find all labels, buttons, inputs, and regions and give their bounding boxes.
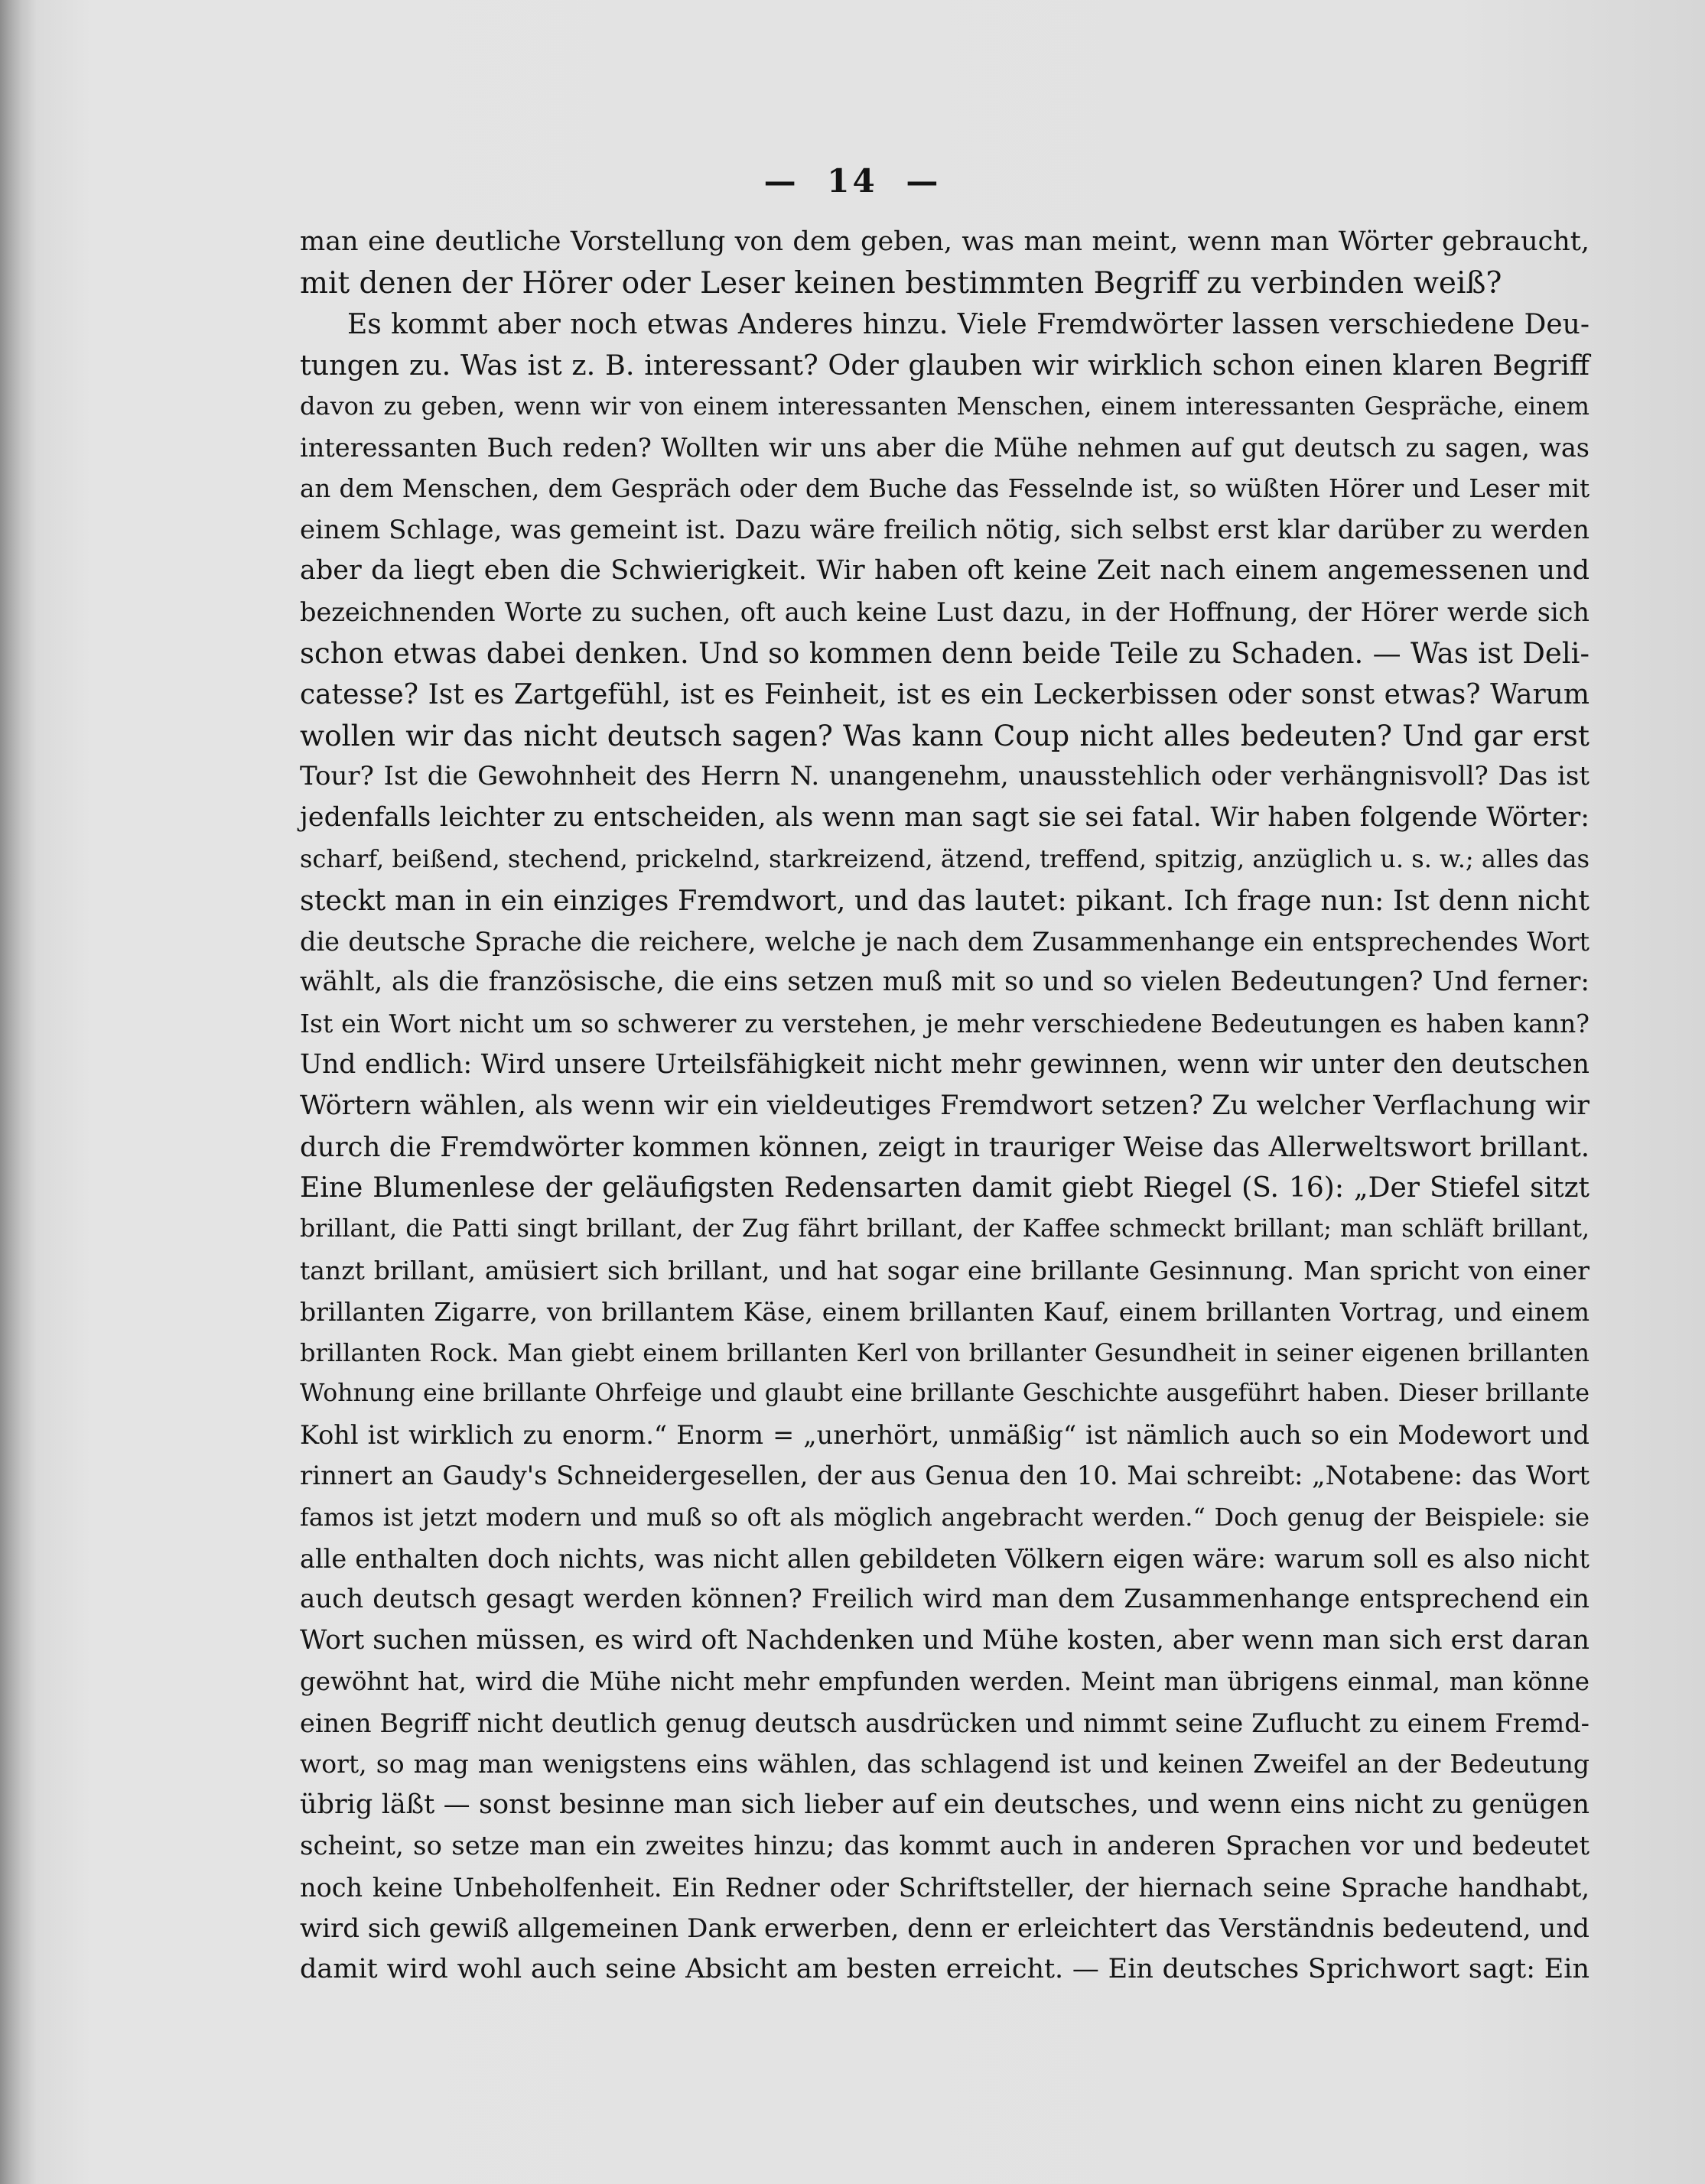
text-line: an dem Menschen, dem Gespräch oder dem Buche das Fesselnde ist, so wüßten Hörer und Leser mit [300,473,1589,503]
text-line: tungen zu. Was ist z. B. interessant? Oder glauben wir wirklich schon einen klaren Begriff [300,349,1589,382]
text-line: rinnert an Gaudy's Schneidergesellen, der aus Genua den 10. Mai schreibt: „Notabene: das Wort [300,1460,1589,1491]
text-line: wort, so mag man wenigstens eins wählen, das schlagend ist und keinen Zweifel an der Bedeutung [300,1749,1589,1779]
binding-shadow [0,0,37,2184]
text-line: Eine Blumenlese der geläufigsten Redensarten damit giebt Riegel (S. 16): „Der Stiefel sitzt [300,1172,1589,1204]
body-text [300,222,1589,1991]
text-line: Tour? Ist die Gewohnheit des Herrn N. unangenehm, unausstehlich oder verhängnisvoll? Das ist [300,761,1589,792]
text-line: Ist ein Wort nicht um so schwerer zu verstehen, je mehr verschiedene Bedeutungen es haben kann? [300,1009,1589,1039]
text-line: Und endlich: Wird unsere Urteilsfähigkeit nicht mehr gewinnen, wenn wir unter den deutschen [300,1048,1589,1080]
text-line: auch deutsch gesagt werden können? Freilich wird man dem Zusammenhange entsprechend ein [300,1584,1589,1615]
text-line: schon etwas dabei denken. Und so kommen denn beide Teile zu Schaden. — Was ist Deli- [300,636,1589,670]
text-line: bezeichnenden Worte zu suchen, oft auch keine Lust dazu, in der Hoffnung, der Hörer werde sich [300,597,1589,628]
text-line: Wohnung eine brillante Ohrfeige und glaubt eine brillante Geschichte ausgeführt haben. Dieser brillante [300,1380,1589,1408]
text-line: Es kommt aber noch etwas Anderes hinzu. Viele Fremdwörter lassen verschiedene Deu- [347,308,1589,340]
text-line: einem Schlage, was gemeint ist. Dazu wäre freilich nötig, sich selbst erst klar darüber zu werden [300,514,1589,545]
text-line: steckt man in ein einziges Fremdwort, und das lautet: pikant. Ich frage nun: Ist denn nicht [300,883,1589,917]
text-line: davon zu geben, wenn wir von einem interessanten Menschen, einem interessanten Gespräche, einem [300,392,1589,421]
text-line: Kohl ist wirklich zu enorm.“ Enorm = „unerhört, unmäßig“ ist nämlich auch so ein Modewort und [300,1420,1589,1451]
text-line: gewöhnt hat, wird die Mühe nicht mehr empfunden werden. Meint man übrigens einmal, man könne [300,1666,1589,1696]
text-line: brillanten Rock. Man giebt einem brillanten Kerl von brillanter Gesundheit in seiner eigenen brillanten [300,1337,1589,1367]
page-number: — 14 — [763,162,942,200]
text-line: wollen wir das nicht deutsch sagen? Was kann Coup nicht alles bedeuten? Und gar erst [300,718,1589,752]
text-line: scheint, so setze man ein zweites hinzu; das kommt auch in anderen Sprachen vor und bedeutet [300,1831,1589,1862]
text-line: Wort suchen müssen, es wird oft Nachdenken und Mühe kosten, aber wenn man sich erst daran [300,1625,1589,1656]
text-line: scharf, beißend, stechend, prickelnd, starkreizend, ätzend, treffend, spitzig, anzüglich u. s. w.; alles das [300,843,1589,873]
text-line: wird sich gewiß allgemeinen Dank erwerben, denn er erleichtert das Verständnis bedeutend, und [300,1913,1590,1944]
text-line: übrig läßt — sonst besinne man sich lieber auf ein deutsches, und wenn eins nicht zu genügen [300,1789,1589,1821]
text-line: Wörtern wählen, als wenn wir ein vieldeutiges Fremdwort setzen? Zu welcher Verflachung wir [300,1090,1589,1121]
text-line: wählt, als die französische, die eins setzen muß mit so und so vielen Bedeutungen? Und ferner: [300,967,1589,998]
text-line: die deutsche Sprache die reichere, welche je nach dem Zusammenhange ein entsprechendes Wort [300,926,1589,957]
text-line: mit denen der Hörer oder Leser keinen bestimmten Begriff zu verbinden weiß? [300,265,1502,301]
text-line: interessanten Buch reden? Wollten wir uns aber die Mühe nehmen auf gut deutsch zu sagen, was [300,432,1589,463]
text-line: noch keine Unbeholfenheit. Ein Redner oder Schriftsteller, der hiernach seine Sprache handhabt, [300,1872,1589,1903]
text-line: damit wird wohl auch seine Absicht am besten erreicht. — Ein deutsches Sprichwort sagt: Ein [300,1954,1589,1985]
text-line: durch die Fremdwörter kommen können, zeigt in trauriger Weise das Allerweltswort brillant. [300,1131,1589,1163]
text-line: aber da liegt eben die Schwierigkeit. Wir haben oft keine Zeit nach einem angemessenen und [300,555,1589,587]
text-line: catesse? Ist es Zartgefühl, ist es Feinheit, ist es ein Leckerbissen oder sonst etwas? Warum [300,678,1589,710]
text-line: einen Begriff nicht deutlich genug deutsch ausdrücken und nimmt seine Zuflucht zu einem Fremd- [300,1708,1589,1738]
text-line: tanzt brillant, amüsiert sich brillant, und hat sogar eine brillante Gesinnung. Man spricht von einer [300,1255,1589,1285]
text-line: man eine deutliche Vorstellung von dem geben, was man meint, wenn man Wörter gebraucht, [300,226,1589,257]
text-line: alle enthalten doch nichts, was nicht allen gebildeten Völkern eigen wäre: warum soll es also nicht [300,1543,1589,1574]
text-line: jedenfalls leichter zu entscheiden, als wenn man sagt sie sei fatal. Wir haben folgende Wörter: [300,802,1589,834]
text-line: famos ist jetzt modern und muß so oft als möglich angebracht werden.“ Doch genug der Beispiele: sie [300,1502,1589,1532]
text-line: brillant, die Patti singt brillant, der Zug fährt brillant, der Kaffee schmeckt brillant; man schläft brillant, [300,1215,1589,1243]
text-line: brillanten Zigarre, von brillantem Käse, einem brillanten Kauf, einem brillanten Vortrag, und einem [300,1296,1589,1327]
